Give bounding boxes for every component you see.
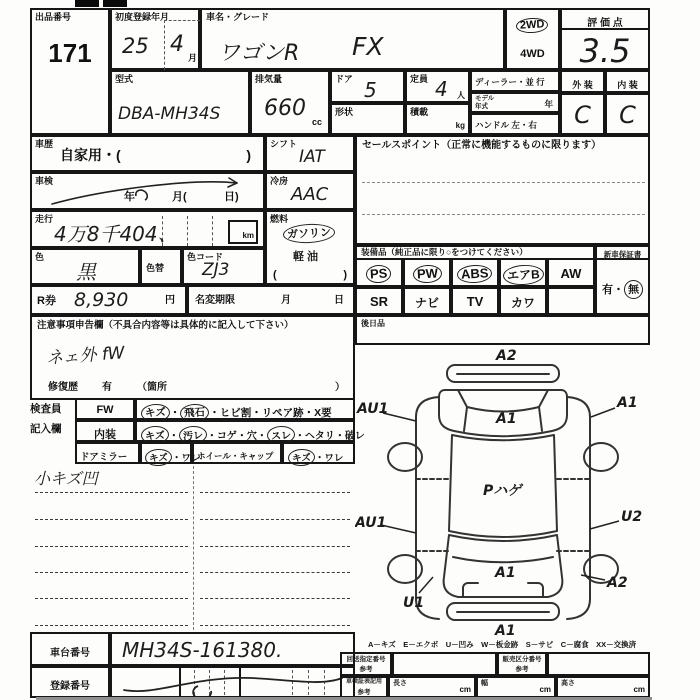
damage-label-rear-bumper: A1 [495, 623, 516, 637]
door-cell [330, 70, 405, 103]
interior-grade-cell [605, 93, 650, 135]
interior-row-label: 内装 [94, 429, 116, 441]
memo-line [200, 492, 350, 493]
exterior-grade-cell [560, 93, 605, 135]
year-unit: 年 [544, 99, 553, 109]
damage-legend: A－キズ E－エクボ U－凹み W－板金跡 S－サビ C－腐食 XX－交換済 [368, 640, 637, 649]
fuel-diesel-option: 軽 油 [293, 251, 319, 263]
fuel-gasoline-circled: ガソリン [283, 223, 336, 245]
damage-label-front-bumper: A2 [496, 348, 517, 364]
sales-point-line [362, 214, 645, 215]
equip-abs [453, 265, 497, 283]
stamp-mark [75, 0, 99, 7]
color-code-value: ZJ3 [202, 260, 230, 280]
rename-deadline-label: 名変期限 [195, 295, 235, 306]
interior-row-label-cell [75, 420, 135, 442]
warranty-yes: 有 [602, 284, 613, 296]
divider [187, 216, 188, 246]
grade-value: FX [352, 32, 384, 61]
rename-month: 月 [281, 295, 291, 306]
equip-aw-cell [547, 258, 595, 287]
capacity-label: 定員 [410, 74, 429, 84]
exterior-grade-value: C [574, 101, 591, 129]
shape-cell [330, 103, 405, 135]
damage-label-rear-left: U1 [403, 595, 425, 611]
sales-point-box [355, 135, 650, 245]
damage-label-mid-left: AU1 [355, 515, 387, 531]
handle-cell [470, 113, 560, 135]
equip-leather: カワ [510, 296, 535, 310]
memo-line [35, 572, 188, 573]
sales-number-ref: 参考 [515, 666, 529, 673]
displacement-unit: cc [312, 117, 323, 127]
damage-option: 飛石 [180, 403, 210, 422]
color-value: 黒 [76, 260, 96, 284]
warranty-separator: ・ [613, 284, 624, 296]
width-unit: cm [539, 685, 551, 694]
wheel-cap-options-cell [282, 442, 355, 464]
cooling-value: AAC [291, 184, 329, 205]
score-cell [560, 8, 650, 70]
exterior-header-cell [560, 70, 605, 93]
memo-line [35, 546, 188, 547]
registration-label-cell [30, 666, 110, 698]
recycle-ticket-cell [30, 285, 187, 315]
cert-label: 車検証表記用 [345, 679, 382, 685]
damage-label-roof: Pハゲ [483, 483, 522, 499]
first-registration-year: 25 [122, 34, 149, 58]
warranty-label: 新車保証書 [603, 250, 642, 259]
equip-navi: ナビ [414, 296, 439, 310]
width-label: 幅 [481, 680, 488, 687]
equipment-header: 装備品（純正品に限り○をつけてください） [361, 247, 528, 257]
option-separator: ・ [256, 431, 267, 442]
divider [164, 20, 165, 70]
drive-2wd-option [507, 18, 558, 33]
left-side-shape [416, 397, 439, 619]
damage-option: キズ [141, 425, 170, 444]
lot-number-label: 出品番号 [35, 12, 72, 22]
equip-pw [405, 265, 449, 283]
color-code-cell [182, 248, 265, 285]
lot-number-cell [30, 8, 110, 135]
drive-type-cell [505, 8, 560, 70]
model-year-label2: 年式 [475, 103, 488, 110]
option-separator: ・ [206, 431, 217, 442]
color-cell [30, 248, 140, 285]
memo-handwriting: 小キズ凹 [34, 469, 98, 488]
warranty-value-cell [595, 258, 650, 315]
memo-line [35, 598, 188, 599]
mirror-label-cell [75, 442, 140, 464]
load-label: 積載 [410, 107, 429, 117]
equip-airbag [501, 265, 545, 285]
displacement-label: 排気量 [255, 74, 283, 84]
model-code-value: DBA-MH34S [118, 104, 221, 124]
damage-option: 汚レ [178, 425, 207, 444]
equip-airbag-circled: エアB [502, 264, 544, 286]
equip-ps [357, 265, 401, 283]
option-separator: ・ [334, 431, 345, 442]
chassis-value-cell [110, 632, 355, 666]
damage-option: ヘタリ [304, 431, 335, 442]
later-items-box [355, 315, 650, 345]
mileage-value: 4万8千404、 [54, 222, 178, 246]
car-name-cell [200, 8, 505, 70]
memo-line [200, 546, 350, 547]
length-cell [388, 676, 476, 698]
fw-options-cell [135, 398, 355, 420]
memo-column-divider [193, 466, 194, 630]
height-unit: cm [633, 685, 645, 694]
shift-value: IAT [299, 147, 325, 167]
option-separator: ・ [251, 407, 262, 419]
equip-pw-circled: PW [412, 264, 442, 283]
stamp-mark [103, 0, 127, 7]
exterior-label: 外 装 [572, 80, 593, 90]
inspection-day: 日) [224, 191, 239, 203]
damage-option: スレ [266, 425, 295, 444]
lot-number-value: 171 [48, 38, 92, 68]
registration-value-cell [110, 666, 355, 698]
score-value: 3.5 [579, 32, 631, 70]
cert-label-cell [340, 676, 388, 698]
sales-number-label-cell [497, 652, 547, 676]
repair-location-open: （箇所 [137, 382, 167, 393]
chassis-label-cell [30, 632, 110, 666]
interior-label: 内 装 [617, 80, 638, 90]
history-label: 車歴 [35, 139, 54, 149]
dealer-cell [470, 70, 560, 92]
repair-history-value: 有 [102, 382, 112, 393]
mileage-cell [30, 210, 265, 248]
chassis-value: MH34S-161380. [122, 638, 283, 662]
forward-number-ref: 参考 [359, 666, 373, 673]
car-name-value: ワゴンR [218, 41, 300, 66]
repair-history-label: 修復歴 [48, 382, 78, 393]
equip-leather-cell [499, 287, 547, 315]
length-label: 長さ [393, 680, 407, 687]
score-label: 評 価 点 [562, 10, 648, 30]
equip-ps-circled: PS [366, 264, 392, 283]
color-change-cell [140, 248, 182, 285]
interior-options-cell [135, 420, 365, 443]
equip-aw: AW [560, 266, 582, 281]
registration-handwriting-scribble [112, 668, 353, 696]
height-cell [556, 676, 650, 698]
damage-option: 破レ [344, 431, 365, 442]
inspection-label: 車検 [35, 176, 54, 186]
memo-line [200, 519, 350, 520]
memo-line [35, 625, 188, 626]
fw-label: FW [96, 404, 114, 416]
damage-label-front-right: A1 [617, 395, 638, 411]
damage-option: キズ [288, 448, 316, 466]
notes-header: 注意事項申告欄（不具合内容等は具体的に記入して下さい） [37, 320, 294, 331]
leader-line [590, 521, 619, 529]
option-separator: ・ [168, 431, 179, 442]
option-separator: ・ [236, 431, 247, 442]
cooling-label: 冷房 [270, 176, 289, 186]
recycle-ticket-value: 8,930 [74, 289, 129, 311]
cert-ref: 参考 [357, 689, 371, 696]
equip-empty-cell [547, 287, 595, 315]
equip-pw-cell [403, 258, 451, 287]
damage-option: ワレ [324, 453, 344, 464]
notes-handwriting: ネェ外 fW [45, 343, 126, 369]
memo-line [35, 492, 188, 493]
forward-number-label-cell [340, 652, 392, 676]
fuel-cell [265, 210, 355, 285]
dealer-label: ディーラー・並 行 [475, 77, 545, 87]
inspection-year: 年 [124, 191, 135, 203]
history-close: ) [246, 147, 251, 163]
equip-navi-cell [403, 287, 451, 315]
leader-line [581, 575, 605, 580]
equip-tv-cell [451, 287, 499, 315]
registration-label: 登録番号 [50, 681, 90, 692]
later-items-label: 後日品 [361, 319, 385, 328]
rename-deadline-cell [187, 285, 355, 315]
damage-label-mid-right: U2 [621, 509, 643, 525]
option-separator: ・ [294, 431, 305, 442]
shift-cell [265, 135, 355, 172]
mileage-unit: km [242, 231, 254, 240]
mileage-label: 走行 [35, 214, 54, 224]
interior-header-cell [605, 70, 650, 93]
sales-point-header: セールスポイント（正常に機能するものに限ります） [362, 140, 602, 151]
door-label: ドア [335, 74, 353, 84]
shape-label: 形状 [335, 107, 354, 117]
recycle-ticket-unit: 円 [165, 295, 175, 306]
inspection-handwriting-stroke [32, 174, 267, 212]
equip-abs-circled: ABS [457, 264, 493, 284]
damage-label-front-left: AU1 [357, 401, 389, 417]
forward-number-label: 回送指定番号 [346, 656, 386, 663]
damage-option: ヒビ割 [219, 407, 252, 419]
capacity-unit: 人 [457, 91, 465, 100]
memo-line [200, 598, 350, 599]
equip-abs-cell [451, 258, 499, 287]
equip-ps-cell [355, 258, 403, 287]
wheel-cap-options [288, 449, 343, 466]
equip-tv: TV [466, 294, 484, 309]
warranty-value [597, 280, 648, 299]
option-separator: ・ [171, 453, 182, 464]
model-year-label: モデル [475, 95, 495, 102]
option-separator: ・ [303, 407, 315, 419]
warranty-label-cell [595, 245, 650, 258]
damage-option: X要 [314, 407, 332, 419]
forward-number-value-cell [392, 652, 497, 676]
damage-option: リペア跡 [261, 407, 304, 419]
first-registration-month: 4 [170, 32, 184, 57]
wheel-cap-label-cell [192, 442, 282, 464]
sales-point-line [362, 182, 645, 183]
door-value: 5 [364, 78, 377, 102]
load-unit: kg [455, 121, 465, 130]
rename-day: 日 [334, 295, 344, 306]
first-registration-label: 初度登録年月 [115, 12, 170, 22]
option-separator: ・ [169, 407, 181, 419]
divider [164, 20, 200, 21]
chassis-label: 車台番号 [50, 648, 90, 659]
drive-2wd-circled: 2WD [516, 17, 549, 34]
fuel-paren-open: ( [273, 269, 277, 281]
inspection-cell [30, 172, 265, 210]
damage-option: キズ [141, 403, 171, 422]
interior-grade-value: C [619, 101, 636, 129]
equip-sr-cell [355, 287, 403, 315]
fuel-gasoline-option [283, 224, 335, 243]
displacement-cell [250, 70, 330, 135]
equip-sr: SR [369, 294, 389, 309]
notes-box [30, 315, 355, 400]
wheel-cap-label: ホイール・キャップ [197, 451, 274, 461]
sales-number-label: 販売区分番号 [502, 656, 542, 663]
fw-label-cell [75, 398, 135, 420]
handle-label: ハンドル 左・右 [475, 120, 537, 130]
mileage-unit-box [228, 220, 258, 244]
divider [212, 216, 213, 246]
mirror-options-cell [140, 442, 201, 465]
sales-number-value-cell [547, 652, 650, 676]
color-label: 色 [35, 252, 45, 262]
shift-label: シフト [270, 139, 298, 149]
right-side-shape [567, 397, 590, 619]
displacement-value: 660 [264, 96, 306, 121]
inspection-month: 月( [172, 191, 187, 203]
width-cell [476, 676, 556, 698]
warranty-no-circled: 無 [624, 280, 644, 300]
history-cell [30, 135, 265, 172]
capacity-value: 4 [435, 77, 448, 101]
memo-line [35, 519, 188, 520]
model-code-cell [110, 70, 250, 135]
month-unit: 月 [188, 53, 198, 63]
damage-option: ワレ [181, 453, 201, 464]
model-code-label: 型式 [115, 74, 134, 84]
damage-option: コゲ [216, 431, 237, 442]
inspector-label-line1: 検査員 [30, 403, 62, 415]
equip-airbag-cell [499, 258, 547, 287]
fuel-paren-close: ) [343, 269, 347, 281]
car-name-label: 車名・グレード [206, 12, 270, 22]
capacity-cell [405, 70, 470, 103]
height-label: 高さ [561, 680, 575, 687]
color-change-label: 色替 [146, 263, 165, 273]
damage-label-rear-right: A2 [607, 575, 628, 591]
memo-line [200, 625, 350, 626]
damage-option: 穴 [246, 431, 257, 442]
length-unit: cm [459, 685, 471, 694]
memo-line [200, 572, 350, 573]
fuel-label: 燃料 [270, 214, 289, 224]
cooling-cell [265, 172, 355, 210]
mirror-label: ドアミラー [80, 452, 128, 463]
option-separator: ・ [209, 407, 220, 419]
history-value: 自家用・( [60, 147, 121, 163]
leader-line [591, 408, 615, 417]
recycle-ticket-label: R券 [37, 295, 56, 307]
option-separator: ・ [314, 453, 325, 464]
damage-label-tailgate: A1 [495, 565, 516, 581]
drive-4wd-option: 4WD [520, 48, 545, 60]
leader-line [419, 577, 433, 593]
color-code-label: 色コード [187, 252, 224, 262]
damage-option: キズ [145, 448, 173, 466]
repair-location-close: ） [335, 382, 345, 393]
equipment-header-cell [355, 245, 595, 258]
model-year-cell [470, 92, 560, 113]
car-damage-diagram [355, 345, 650, 637]
inspector-label-line2: 記入欄 [30, 423, 62, 435]
first-registration-cell [110, 8, 200, 70]
load-cell [405, 103, 470, 135]
damage-label-hood: A1 [496, 411, 517, 427]
